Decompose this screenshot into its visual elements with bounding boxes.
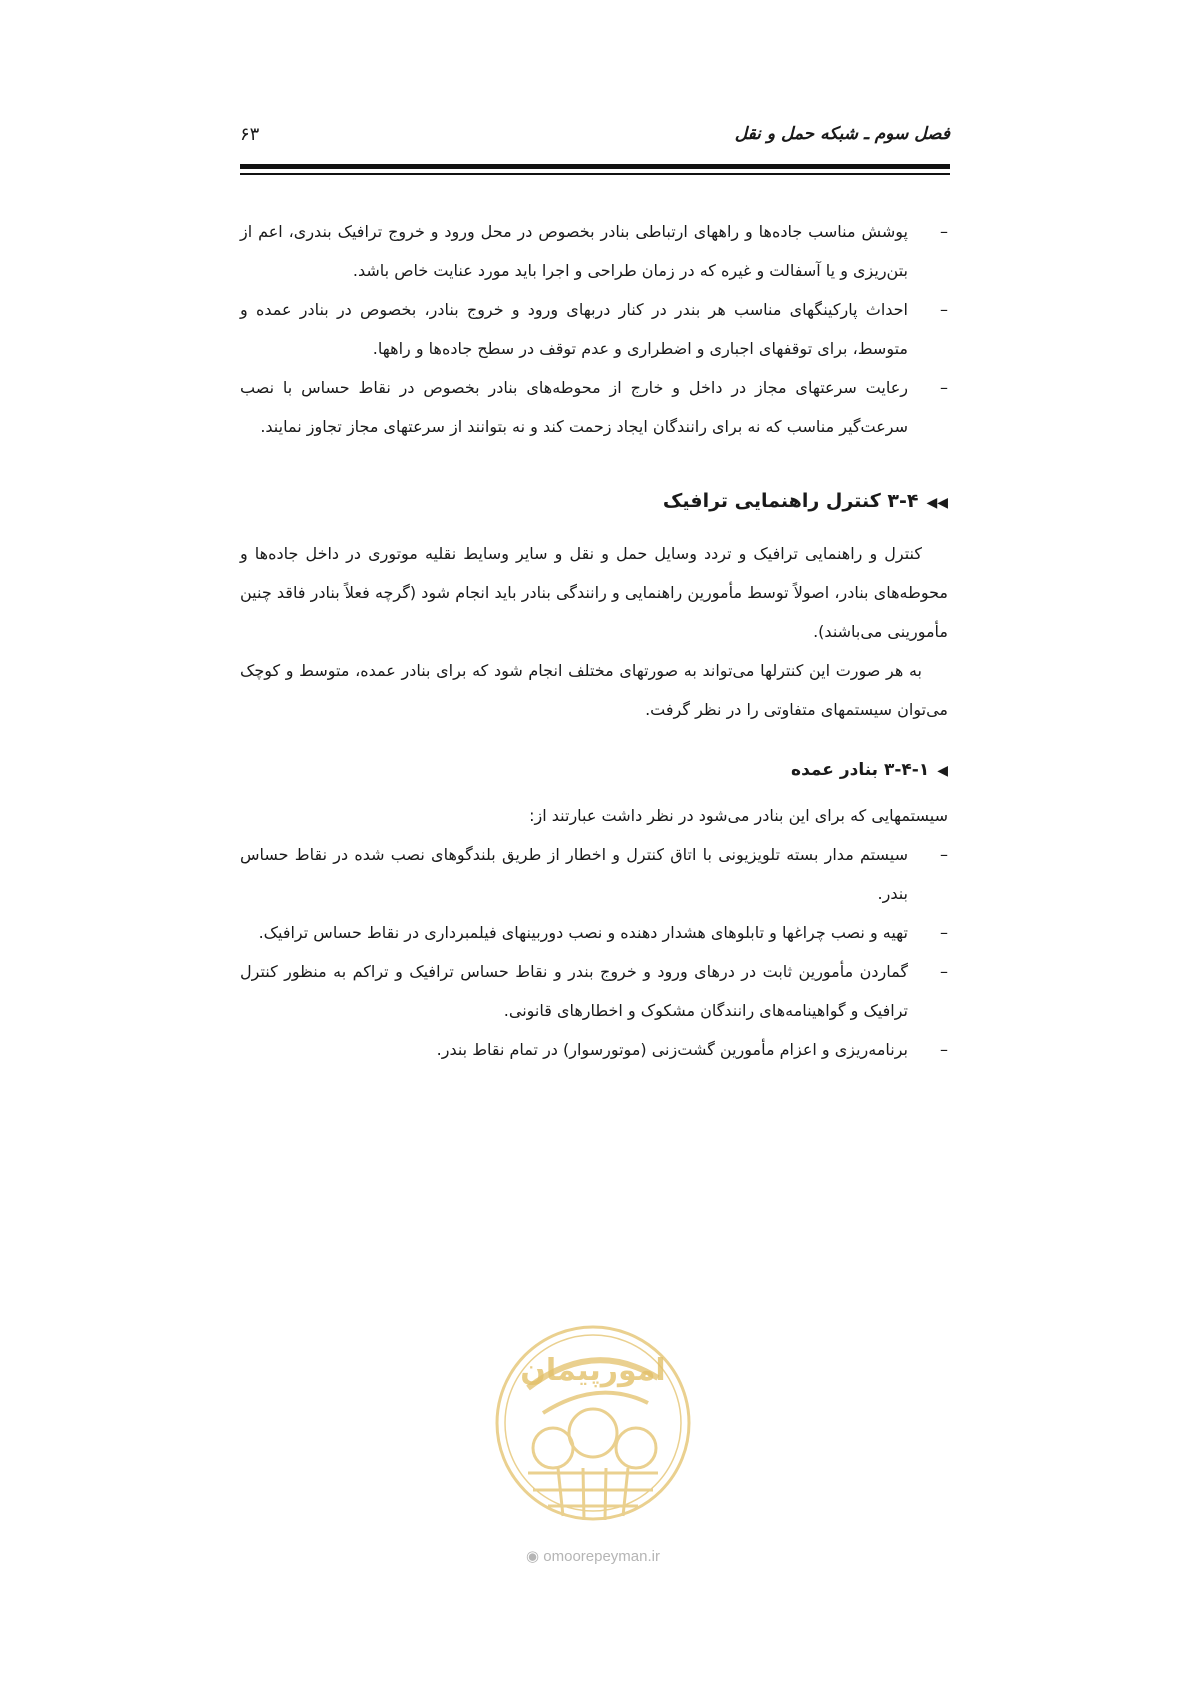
section-title: ۳-۴ کنترل راهنمایی ترافیک <box>662 490 919 512</box>
watermark-logo-text: امورپیمان <box>520 1353 666 1388</box>
bullet-text: تهیه و نصب چراغها و تابلوهای هشدار دهنده و نصب دوربینهای فیلمبرداری در نقاط حساس ترافیک. <box>258 923 908 942</box>
list-item <box>240 835 948 913</box>
watermark-url <box>478 1547 708 1565</box>
watermark-url-text: omoorepeyman.ir <box>543 1548 660 1565</box>
list-item <box>240 1030 948 1069</box>
list-item <box>240 952 948 1030</box>
watermark-logo <box>488 1318 698 1528</box>
bullet-dash: – <box>940 222 948 241</box>
page-number: ۶۳ <box>240 124 260 145</box>
subsection-intro: سیستمهایی که برای این بنادر می‌شود در نظر داشت عبارتند از: <box>529 806 948 825</box>
header-rule-thin <box>240 173 950 175</box>
bullet-dash: – <box>940 300 948 319</box>
bullet-dash: – <box>940 845 948 864</box>
bullet-dash: – <box>940 1040 948 1059</box>
subsection-title: ۳-۴-۱ بنادر عمده <box>791 760 930 780</box>
bullet-dash: – <box>940 378 948 397</box>
list-item <box>240 913 948 952</box>
paragraph: کنترل و راهنمایی ترافیک و تردد وسایل حمل و نقل و سایر وسایط نقلیه موتوری در داخل جاده‌ها و محوطه‌های بنادر، اصولاً توسط مأمورین راهنمایی و رانندگی بنادر باید انجام شود (گرچه فعلاً بنادر فاقد چنین مأمورینی می‌باشند). <box>240 544 948 641</box>
section-heading <box>240 486 948 518</box>
bullet-dash: – <box>940 962 948 981</box>
bullet-text: برنامه‌ریزی و اعزام مأمورین گشت‌زنی (موتورسوار) در تمام نقاط بندر. <box>436 1040 908 1059</box>
subsection-heading <box>240 755 948 786</box>
bullet-text: احداث پارکینگهای مناسب هر بندر در کنار دربهای ورود و خروج بنادر، بخصوص در بنادر عمده و متوسط، برای توقفهای اجباری و اضطراری و عدم توقف در سطح جاده‌ها و راهها. <box>240 300 908 358</box>
bullet-text: پوشش مناسب جاده‌ها و راههای ارتباطی بنادر بخصوص در محل ورود و خروج ترافیک بندری، اعم از بتن‌ریزی و یا آسفالت و غیره که در زمان طراحی و اجرا باید مورد عنایت خاص باشد. <box>240 222 908 280</box>
copyright-icon: ◉ <box>526 1548 540 1565</box>
paragraph: به هر صورت این کنترلها می‌تواند به صورتهای مختلف انجام شود که برای بنادر عمده، متوسط و کوچک می‌توان سیستمهای متفاوتی را در نظر گرفت. <box>240 661 948 719</box>
page-header <box>240 124 950 154</box>
page-content <box>240 212 948 1069</box>
double-arrow-icon: ◀◀ <box>926 495 948 511</box>
bullet-text: گماردن مأمورین ثابت در درهای ورود و خروج بندر و نقاط حساس ترافیک و تراکم به منظور کنترل ترافیک و گواهینامه‌های رانندگان مشکوک و اخطارهای قانونی. <box>240 962 908 1020</box>
header-rule-thick <box>240 164 950 169</box>
chapter-title: فصل سوم ـ شبکه حمل و نقل <box>734 124 950 144</box>
bullet-text: رعایت سرعتهای مجاز در داخل و خارج از محوطه‌های بنادر بخصوص در نقاط حساس با نصب سرعت‌گیر مناسب که نه برای رانندگان ایجاد زحمت کند و نه بتوانند از سرعتهای مجاز تجاوز نمایند. <box>240 378 908 436</box>
list-item <box>240 290 948 368</box>
bullet-dash: – <box>940 923 948 942</box>
arrow-icon: ◀ <box>937 763 948 779</box>
bullet-text: سیستم مدار بسته تلویزیونی با اتاق کنترل و اخطار از طریق بلندگوهای نصب شده در نقاط حساس بندر. <box>240 845 908 903</box>
list-item <box>240 368 948 446</box>
watermark-logo-icon <box>488 1318 698 1528</box>
list-item <box>240 212 948 290</box>
